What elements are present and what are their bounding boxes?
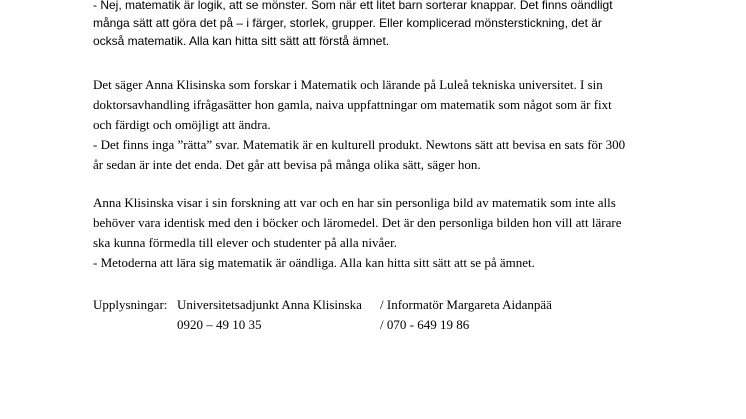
intro-line: många sätt att göra det på – i färger, storlek, grupper. Eller komplicerad mönsterstickning, det är (93, 16, 602, 30)
intro-line: också matematik. Alla kan hitta sitt sätt att förstå ämnet. (93, 34, 390, 48)
paragraph-line: - Metoderna att lära sig matematik är oändliga. Alla kan hitta sitt sätt att se på ämnet. (93, 255, 535, 270)
paragraph-line: Anna Klisinska visar i sin forskning att var och en har sin personliga bild av matematik som inte alls (93, 195, 616, 210)
paragraph-line: doktorsavhandling ifrågasätter hon gamla, naiva uppfattningar om matematik som något som är fixt (93, 97, 612, 112)
intro-paragraph (93, 0, 693, 50)
contact-person-2-name: / Informatör Margareta Aidanpää (380, 297, 552, 312)
contact-person-1-phone: 0920 – 49 10 35 (177, 317, 262, 332)
paragraph-2 (93, 193, 693, 273)
contact-person-2-phone: / 070 - 649 19 86 (380, 317, 470, 332)
paragraph-line: - Det finns inga ”rätta” svar. Matematik är en kulturell produkt. Newtons sätt att bevisa en sats för 300 (93, 137, 626, 152)
paragraph-line: Det säger Anna Klisinska som forskar i Matematik och lärande på Luleå tekniska universitet. I sin (93, 77, 603, 92)
contact-person-1-name: Universitetsadjunkt Anna Klisinska (177, 297, 362, 312)
intro-line: - Nej, matematik är logik, att se mönster. Som när ett litet barn sorterar knappar. Det finns oändligt (93, 0, 613, 12)
paragraph-line: ska kunna förmedla till elever och studenter på alla nivåer. (93, 235, 397, 250)
contact-label: Upplysningar: (93, 297, 168, 312)
paragraph-line: behöver vara identisk med den i böcker och läromedel. Det är den personliga bilden hon vill att lärare (93, 215, 622, 230)
paragraph-1 (93, 75, 693, 175)
paragraph-line: och färdigt och omöjligt att ändra. (93, 117, 271, 132)
paragraph-line: år sedan är inte det enda. Det går att bevisa på många olika sätt, säger hon. (93, 157, 481, 172)
